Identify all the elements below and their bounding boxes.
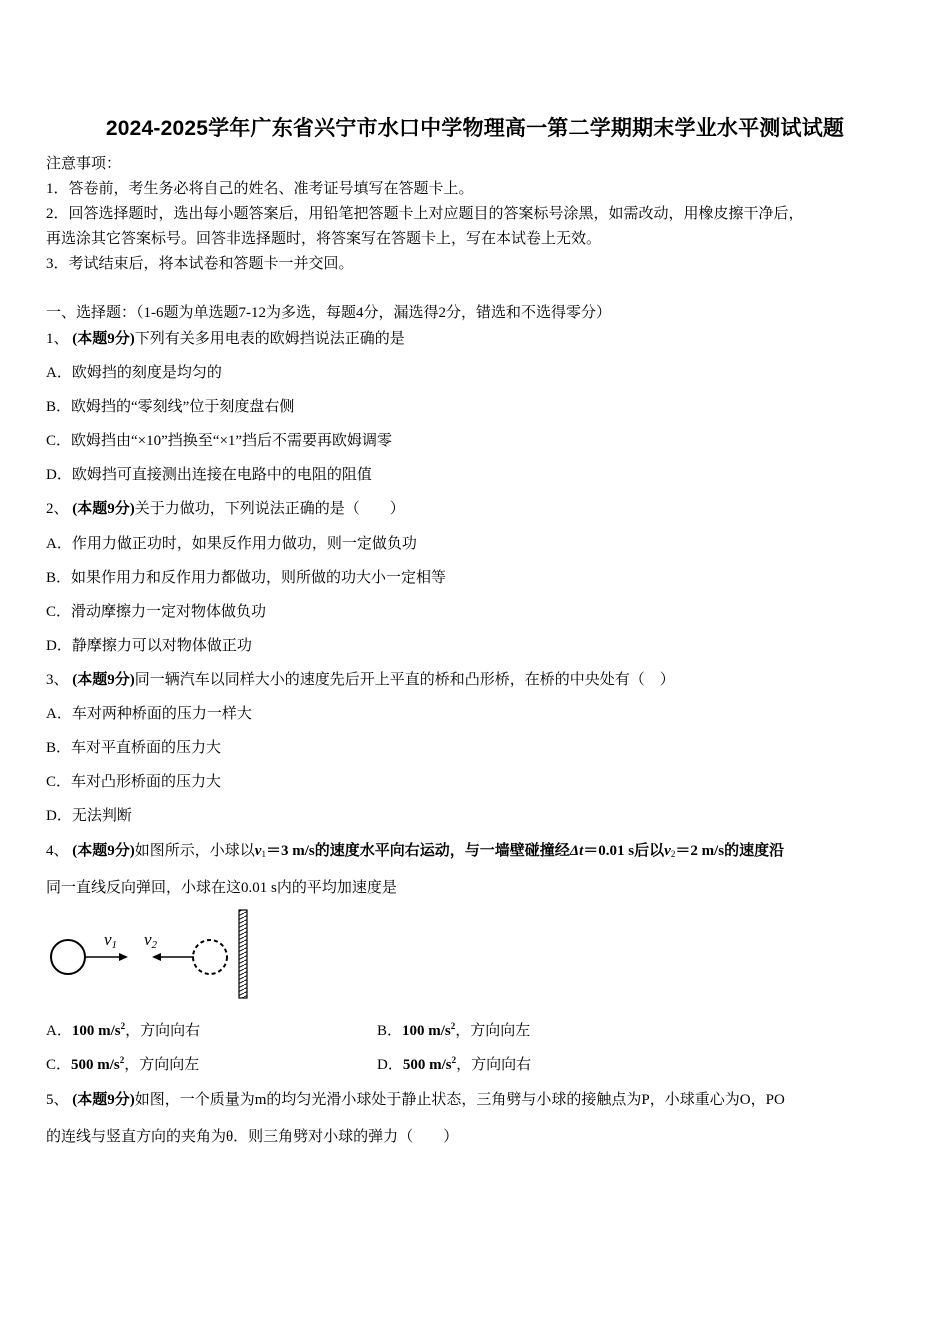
q1-option-d: D．欧姆挡可直接测出连接在电路中的电阻的阻值 [46,467,372,483]
velocity-v2-sub: 2 [670,849,676,859]
question-5 [46,1088,785,1109]
q3-option-c: C．车对凸形桥面的压力大 [46,774,222,790]
question-score: (本题9分) [72,331,135,347]
notice-item-2: 2．回答选择题时，选出每小题答案后，用铅笔把答题卡上对应题目的答案标号涂黑，如需改动，用橡皮擦干净后， [46,206,804,222]
question-score: (本题9分) [72,672,135,688]
page-title: 2024-2025学年广东省兴宁市水口中学物理高一第二学期期末学业水平测试试题 [105,117,845,140]
question-stem: 同一辆汽车以同样大小的速度先后开上平直的桥和凸形桥，在桥的中央处有（ ） [134,672,675,688]
q3-option-a: A．车对两种桥面的压力一样大 [46,706,252,722]
question-5-line-2: 的连线与竖直方向的夹角为θ．则三角劈对小球的弹力（ ） [46,1129,459,1145]
question-stem-d: ＝2 m/s的速度沿 [675,843,785,859]
q3-option-b: B．车对平直桥面的压力大 [46,740,222,756]
q1-option-b: B．欧姆挡的“零刻线”位于刻度盘右侧 [46,399,295,415]
q2-option-a: A．作用力做正功时，如果反作用力做功，则一定做负功 [46,536,417,552]
v1-label: v1 [104,930,118,951]
q4-option-b: B．100 $m/s^2$，方向向左 [377,1021,531,1039]
question-number: 2、 [46,501,69,517]
velocity-v1: v [254,843,262,859]
question-number: 1、 [46,331,69,347]
q4-option-d: D．500 $m/s^2$，方向向右 [377,1055,532,1073]
ball-before-icon [51,940,85,974]
q1-option-c: C．欧姆挡由“×10”挡换至“×1”挡后不需要再欧姆调零 [46,433,393,449]
q1-option-a: A．欧姆挡的刻度是均匀的 [46,365,222,381]
question-score: (本题9分) [72,501,135,517]
notice-item-2-cont: 再选涂其它答案标号。回答非选择题时，将答案写在答题卡上，写在本试卷上无效。 [46,231,602,247]
question-4 [46,839,784,860]
question-1 [46,327,405,348]
q2-option-d: D．静摩擦力可以对物体做正功 [46,638,252,654]
question-2 [46,497,405,518]
question-number: 5、 [46,1092,69,1108]
v2-label: v2 [144,930,158,951]
question-stem: 关于力做功，下列说法正确的是（ ） [134,501,405,517]
question-stem-b: ＝3 m/s的速度水平向右运动，与一墙壁碰撞经 [265,843,570,859]
v2-arrowhead [152,953,161,961]
notice-item-1: 1．答卷前，考生务必将自己的姓名、准考证号填写在答题卡上。 [46,181,474,197]
q2-option-b: B．如果作用力和反作用力都做功，则所做的功大小一定相等 [46,570,447,586]
delta-t: Δt [569,843,584,859]
velocity-v2: v [664,843,671,859]
question-score: (本题9分) [72,1092,135,1108]
wall-icon [239,910,247,998]
q3-option-d: D．无法判断 [46,808,132,824]
q4-option-a: A．100 $m/s^2$，方向向右 [46,1021,201,1039]
question-score: (本题9分) [72,843,135,859]
velocity-v1-sub: 1 [261,849,266,859]
q4-option-c: C．500 $m/s^2$，方向向左 [46,1055,200,1073]
ball-after-icon [193,940,227,974]
question-number: 4、 [46,843,69,859]
question-3 [46,668,675,689]
question-stem: 如图所示，小球以 [134,843,255,859]
notice-heading: 注意事项： [46,156,122,172]
ball-wall-figure [44,905,256,1001]
section-heading: 一、选择题：（1-6题为单选题7-12为多选，每题4分，漏选得2分，错选和不选得零分） [46,305,611,321]
question-number: 3、 [46,672,69,688]
question-stem: 如图，一个质量为m的均匀光滑小球处于静止状态，三角劈与小球的接触点为P，小球重心为O，PO [134,1092,785,1108]
v1-arrowhead [119,953,128,961]
q2-option-c: C．滑动摩擦力一定对物体做负功 [46,604,267,620]
notice-item-3: 3．考试结束后，将本试卷和答题卡一并交回。 [46,256,354,272]
question-4-line-2: 同一直线反向弹回，小球在这0.01 s内的平均加速度是 [46,880,397,896]
question-stem-c: ＝0.01 s后以 [583,843,665,859]
question-stem: 下列有关多用电表的欧姆挡说法正确的是 [134,331,405,347]
